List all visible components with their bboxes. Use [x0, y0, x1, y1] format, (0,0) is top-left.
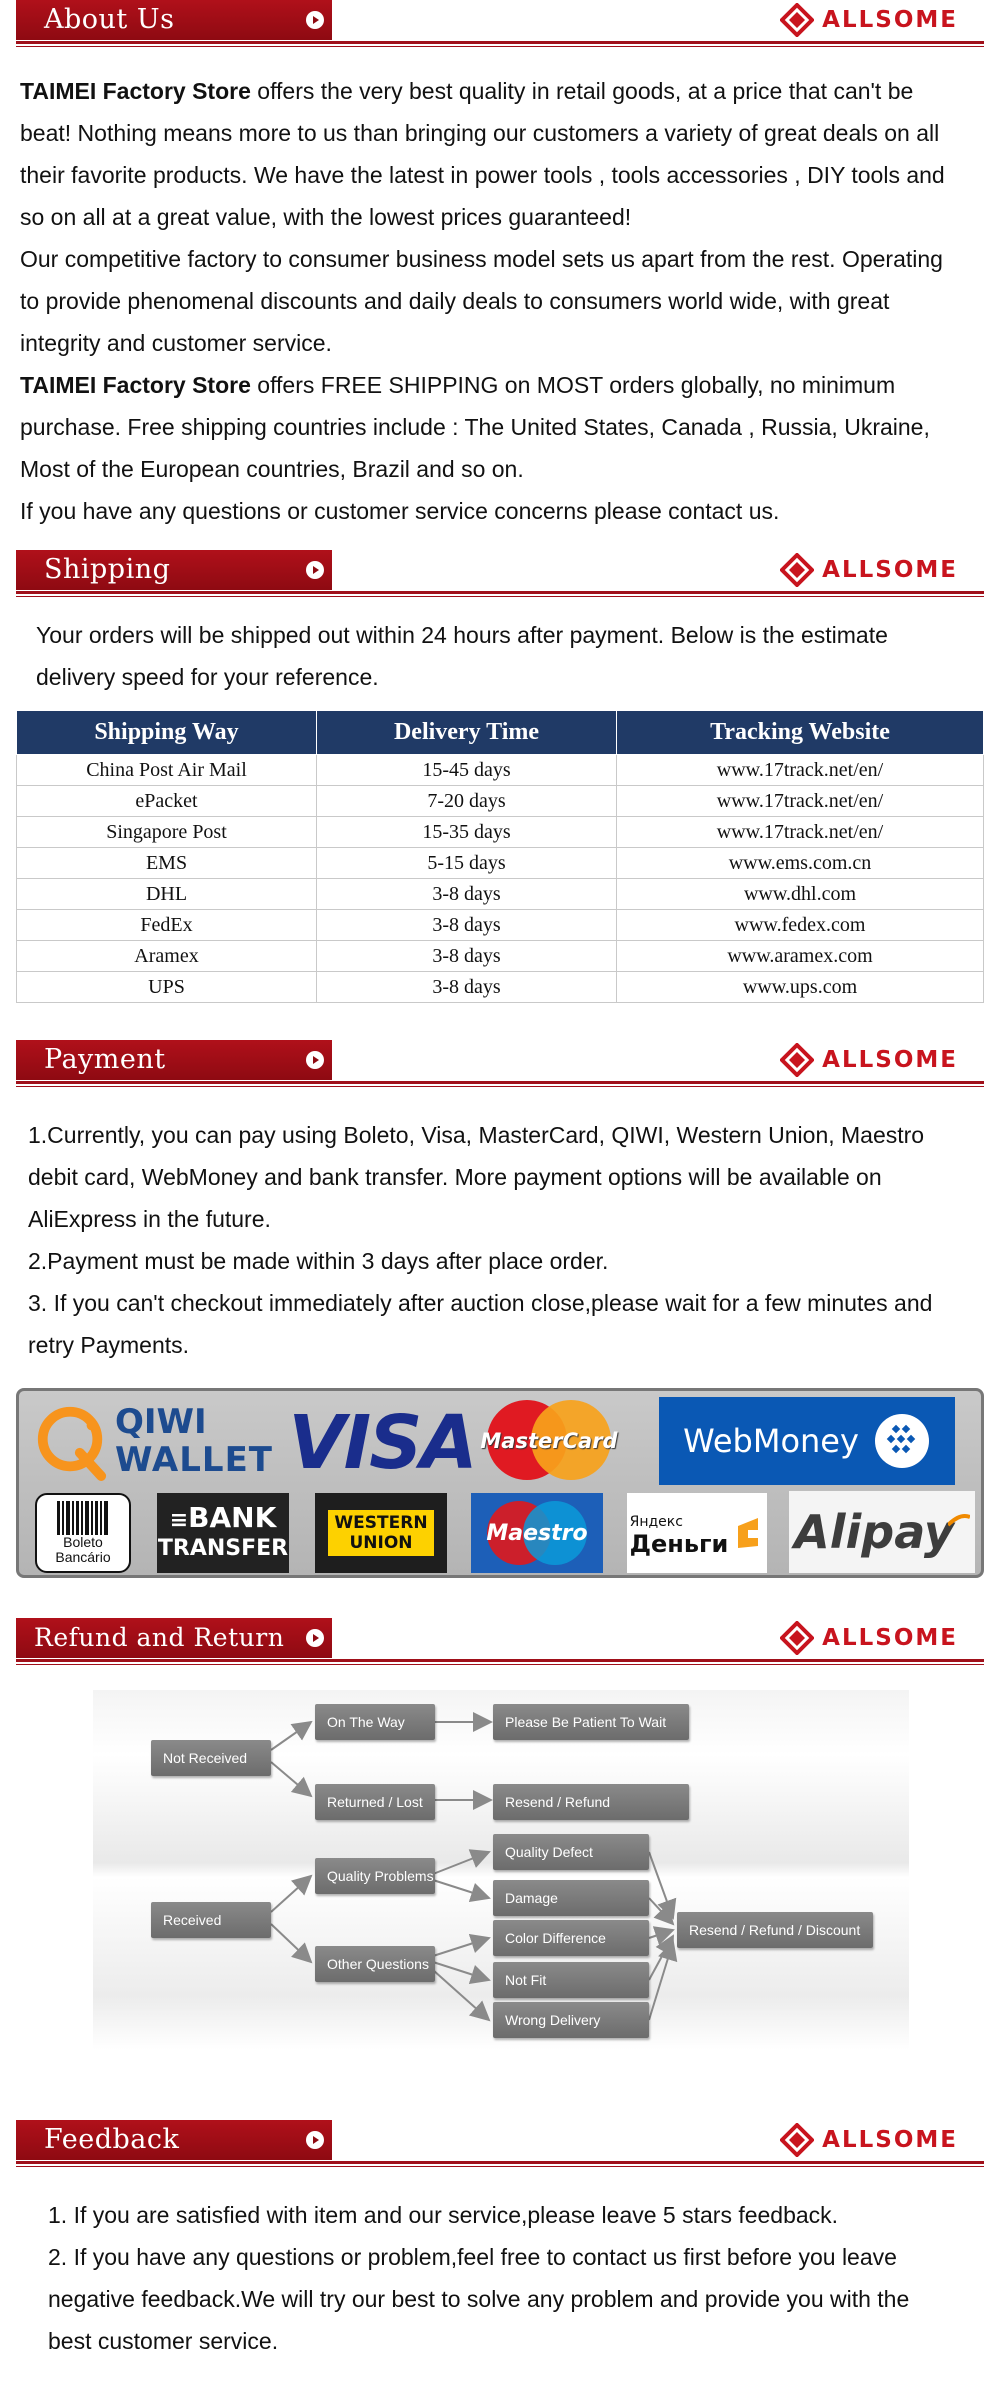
arrow-circle-icon: [306, 561, 324, 579]
node-received: Received: [151, 1902, 271, 1938]
boleto-logo: Boleto Bancário: [35, 1493, 131, 1573]
node-returned-lost: Returned / Lost: [315, 1784, 435, 1820]
allsome-diamond-icon: [780, 553, 814, 587]
node-wrong-delivery: Wrong Delivery: [493, 2002, 649, 2038]
payment-logos-panel: [16, 1388, 984, 1578]
section-title-payment: Payment: [16, 1040, 332, 1080]
wallet-icon: [734, 1516, 764, 1550]
node-quality-defect: Quality Defect: [493, 1834, 649, 1870]
node-not-fit: Not Fit: [493, 1962, 649, 1998]
table-row: DHL 3-8 days www.dhl.com: [17, 879, 984, 910]
feedback-text: 1. If you are satisfied with item and our service,please leave 5 stars feedback. 2. If you have any questions or problem,feel free to contact us first before you leave negative feedback.We will try our best to solve any problem and provide you with the best customer service.: [48, 2202, 910, 2354]
qiwi-wallet-logo: QIWI WALLET: [33, 1399, 273, 1483]
about-text: TAIMEI Factory Store offers the very best quality in retail goods, at a price that can't be beat! Nothing means more to us than bringing our customers a variety of great deals on all their favorite products. We have the latest in power tools , tools accessories , DIY tools and so on all at a great value, with the lowest prices guaranteed! Our competitive factory to consumer business model sets us apart from the rest. Operating to provide phenomenal discounts and daily deals to consumers world wide, with great integrity and customer service. TAIMEI Factory Store offers FREE SHIPPING on MOST orders globally, no minimum purchase. Free shipping countries include : The United States, Canada , Russia, Ukraine, Most of the European countries, Brazil and so on. If you have any questions or customer service concerns please contact us.: [20, 78, 945, 524]
visa-logo: VISA: [288, 1400, 476, 1486]
allsome-logo: ALLSOME: [780, 553, 958, 587]
allsome-logo: ALLSOME: [780, 1621, 958, 1655]
mastercard-logo: MasterCard: [479, 1397, 619, 1485]
bank-transfer-logo: ≡BANK TRANSFER: [157, 1493, 289, 1573]
node-please-be-patient: Please Be Patient To Wait: [493, 1704, 689, 1740]
col-header-shipping-way: Shipping Way: [17, 711, 317, 755]
shipping-intro: Your orders will be shipped out within 24 hours after payment. Below is the estimate delivery speed for your reference.: [36, 622, 888, 690]
maestro-logo: Maestro: [471, 1493, 603, 1573]
section-header-refund: [16, 1618, 984, 1664]
refund-flowchart: [93, 1690, 909, 2050]
allsome-diamond-icon: [780, 1043, 814, 1077]
node-damage: Damage: [493, 1880, 649, 1916]
shipping-table: [16, 710, 984, 1003]
barcode-icon: [55, 1501, 111, 1535]
payment-text: 1.Currently, you can pay using Boleto, Visa, MasterCard, QIWI, Western Union, Maestro debit card, WebMoney and bank transfer. More payment options will be available on AliExpress in the future. 2.Payment must be made within 3 days after place order. 3. If you can't checkout immediately after auction close,please wait for a few minutes and retry Payments.: [28, 1122, 933, 1358]
yandex-money-logo: Яндекс Деньги: [627, 1493, 767, 1573]
alipay-logo: Alipay: [789, 1491, 975, 1573]
table-row: ePacket 7-20 days www.17track.net/en/: [17, 786, 984, 817]
qiwi-icon: [33, 1401, 111, 1481]
section-header-payment: [16, 1040, 984, 1086]
arrow-circle-icon: [306, 1051, 324, 1069]
table-row: China Post Air Mail 15-45 days www.17track.net/en/: [17, 755, 984, 786]
node-on-the-way: On The Way: [315, 1704, 435, 1740]
section-title-about: About Us: [16, 0, 332, 40]
section-header-feedback: [16, 2120, 984, 2166]
allsome-logo: ALLSOME: [780, 3, 958, 37]
table-row: Aramex 3-8 days www.aramex.com: [17, 941, 984, 972]
node-resend-refund-discount: Resend / Refund / Discount: [677, 1912, 873, 1948]
section-title-shipping: Shipping: [16, 550, 332, 590]
table-row: UPS 3-8 days www.ups.com: [17, 972, 984, 1003]
webmoney-globe-icon: [873, 1412, 931, 1470]
allsome-diamond-icon: [780, 2123, 814, 2157]
arrow-circle-icon: [306, 2131, 324, 2149]
section-title-refund: Refund and Return: [16, 1618, 332, 1658]
col-header-tracking-website: Tracking Website: [617, 711, 984, 755]
allsome-diamond-icon: [780, 1621, 814, 1655]
node-resend-refund: Resend / Refund: [493, 1784, 689, 1820]
node-not-received: Not Received: [151, 1740, 271, 1776]
allsome-logo: ALLSOME: [780, 2123, 958, 2157]
table-row: Singapore Post 15-35 days www.17track.net/en/: [17, 817, 984, 848]
store-name: TAIMEI Factory Store: [20, 78, 251, 104]
table-row: EMS 5-15 days www.ems.com.cn: [17, 848, 984, 879]
section-header-about: [16, 0, 984, 46]
western-union-logo: WESTERN UNION: [315, 1493, 447, 1573]
webmoney-logo: WebMoney: [659, 1397, 955, 1485]
arrow-circle-icon: [306, 1629, 324, 1647]
col-header-delivery-time: Delivery Time: [317, 711, 617, 755]
store-name: TAIMEI Factory Store: [20, 372, 251, 398]
allsome-logo: ALLSOME: [780, 1043, 958, 1077]
node-other-questions: Other Questions: [315, 1946, 435, 1982]
section-header-shipping: [16, 550, 984, 596]
node-quality-problems: Quality Problems: [315, 1858, 435, 1894]
alipay-swoosh-icon: [948, 1513, 970, 1527]
allsome-diamond-icon: [780, 3, 814, 37]
arrow-circle-icon: [306, 11, 324, 29]
node-color-difference: Color Difference: [493, 1920, 649, 1956]
table-row: FedEx 3-8 days www.fedex.com: [17, 910, 984, 941]
section-title-feedback: Feedback: [16, 2120, 332, 2160]
